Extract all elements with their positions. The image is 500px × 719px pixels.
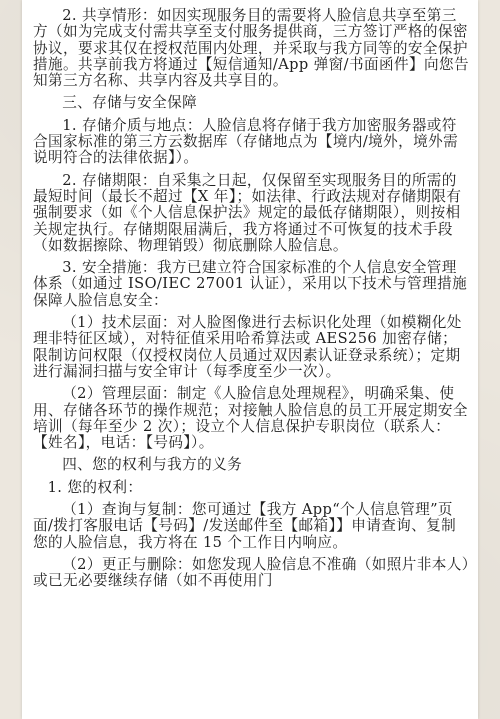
paragraph-rights-correction: （2）更正与删除：如您发现人脸信息不准确（如照片非本人）或已无必要继续存储（如不再使用门 — [33, 555, 470, 590]
paragraph-security-intro: 3. 安全措施：我方已建立符合国家标准的个人信息安全管理体系（如通过 ISO/IEC 27001 认证），采用以下技术与管理措施保障人脸信息安全： — [33, 259, 468, 309]
paragraph-security-technical: （1）技术层面：对人脸图像进行去标识化处理（如模糊化处理非特征区域），对特征值采用哈希算法或 AES256 加密存储；限制访问权限（仅授权岗位人员通过双因素认证登录系统）；定期进行漏洞扫描与安全审计（每季度至少一次）。 — [33, 314, 462, 380]
paragraph-security-management: （2）管理层面：制定《人脸信息处理规程》，明确采集、使用、存储各环节的操作规范；对接触人脸信息的员工开展定期安全培训（每年至少 2 次）；设立个人信息保护专职岗位（联系人：【姓名】，电话：【号码】）。 — [33, 385, 468, 452]
rights-heading: 1. 您的权利： — [47, 478, 143, 496]
paragraph-sharing: 2. 共享情形：如因实现服务目的需要将人脸信息共享至第三方（如为完成支付需共享至支付服务提供商，三方签订严格的保密协议，要求其仅在授权范围内处理，并采取与我方同等的安全保护措施。共享前我方将通过【短信通知/App 弹窗/书面函件】向您告知第三方名称、共享内容及共享目的。 — [33, 7, 469, 90]
paragraph-storage-period: 2. 存储期限：自采集之日起，仅保留至实现服务目的所需的最短时间（最长不超过【X 年】；如法律、行政法规对存储期限有强制要求（如《个人信息保护法》规定的最低存储期限），则按相关规定执行。存储期限届满后，我方将通过不可恢复的技术手段（如数据擦除、物理销毁）彻底删除人脸信息。 — [33, 171, 462, 254]
document-body — [33, 8, 471, 590]
paragraph-rights-query: （1）查询与复制：您可通过【我方 App“个人信息管理”页面/拨打客服电话【号码】/发送邮件至【邮箱】】申请查询、复制您的人脸信息，我方将在 15 个工作日内响应。 — [33, 501, 457, 551]
section-four-heading: 四、您的权利与我方的义务 — [62, 456, 243, 474]
paragraph-storage-location: 1. 存储介质与地点：人脸信息将存储于我方加密服务器或符合国家标准的第三方云数据库（存储地点为【境内/境外，境外需说明符合的法律依据】）。 — [33, 116, 459, 167]
section-three-heading: 三、存储与安全保障 — [62, 94, 198, 112]
